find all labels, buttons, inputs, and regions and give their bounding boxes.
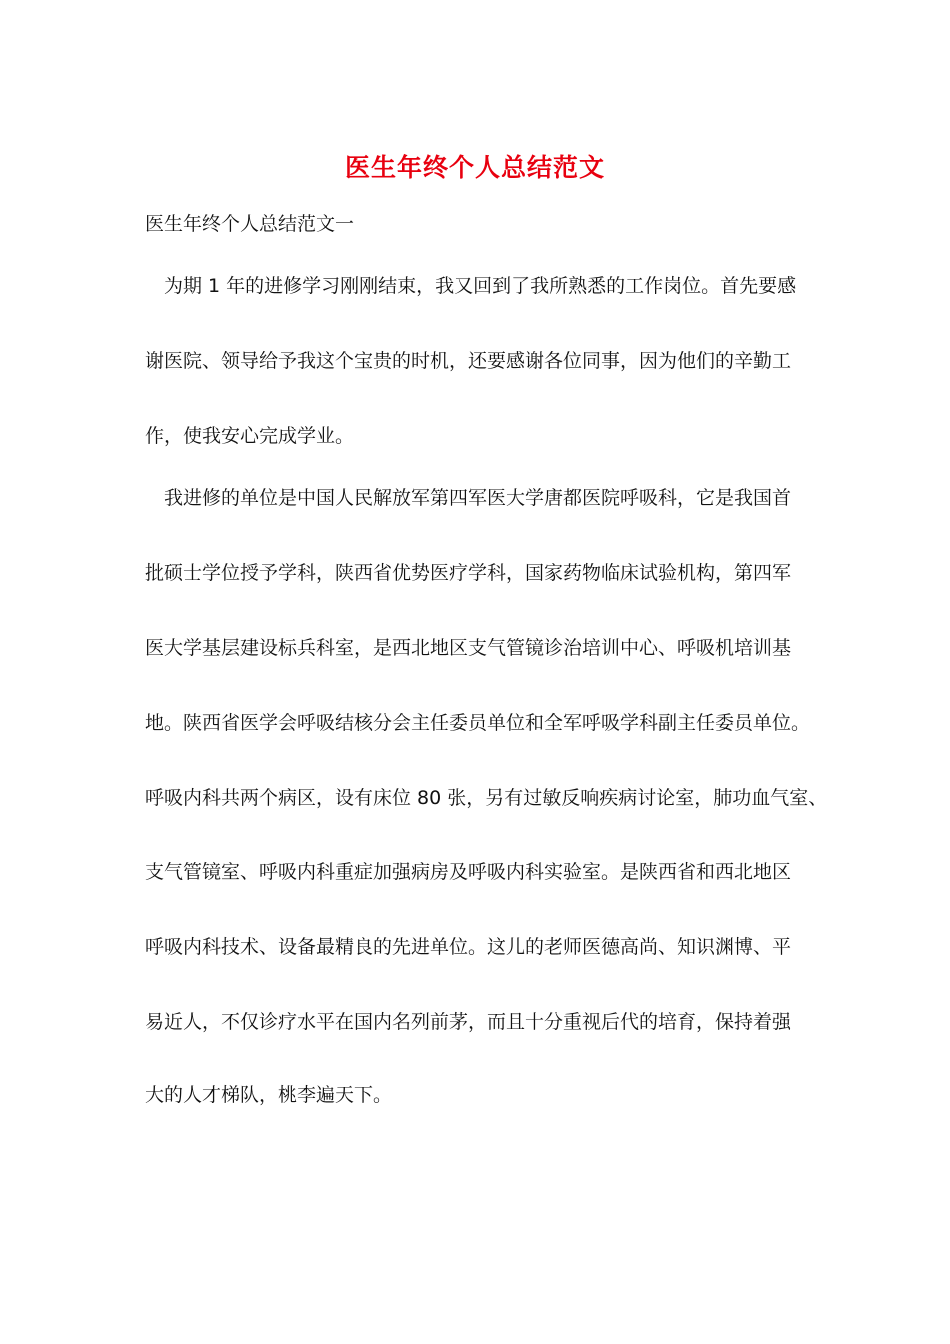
paragraph-line: 为期 1 年的进修学习刚刚结束，我又回到了我所熟悉的工作岗位。首先要感 [164, 275, 797, 297]
paragraph-line: 大的人才梯队，桃李遍天下。 [145, 1084, 393, 1106]
document-subtitle: 医生年终个人总结范文一 [145, 213, 355, 235]
document-title: 医生年终个人总结范文 [344, 153, 605, 182]
paragraph-line: 易近人，不仅诊疗水平在国内名列前茅，而且十分重视后代的培育，保持着强 [145, 1011, 792, 1033]
paragraph-line: 医大学基层建设标兵科室，是西北地区支气管镜诊治培训中心、呼吸机培训基 [145, 637, 792, 659]
paragraph-line: 支气管镜室、呼吸内科重症加强病房及呼吸内科实验室。是陕西省和西北地区 [145, 861, 792, 883]
paragraph-line: 呼吸内科技术、设备最精良的先进单位。这儿的老师医德高尚、知识渊博、平 [145, 936, 792, 958]
paragraph-line: 我进修的单位是中国人民解放军第四军医大学唐都医院呼吸科，它是我国首 [164, 487, 792, 509]
paragraph-line: 批硕士学位授予学科，陕西省优势医疗学科，国家药物临床试验机构，第四军 [145, 562, 792, 584]
paragraph-line: 地。陕西省医学会呼吸结核分会主任委员单位和全军呼吸学科副主任委员单位。 [145, 712, 811, 734]
paragraph-line: 作，使我安心完成学业。 [145, 425, 355, 447]
paragraph-line: 谢医院、领导给予我这个宝贵的时机，还要感谢各位同事，因为他们的辛勤工 [145, 350, 792, 372]
paragraph-line: 呼吸内科共两个病区，设有床位 80 张，另有过敏反响疾病讨论室，肺功血气室、 [145, 787, 828, 809]
